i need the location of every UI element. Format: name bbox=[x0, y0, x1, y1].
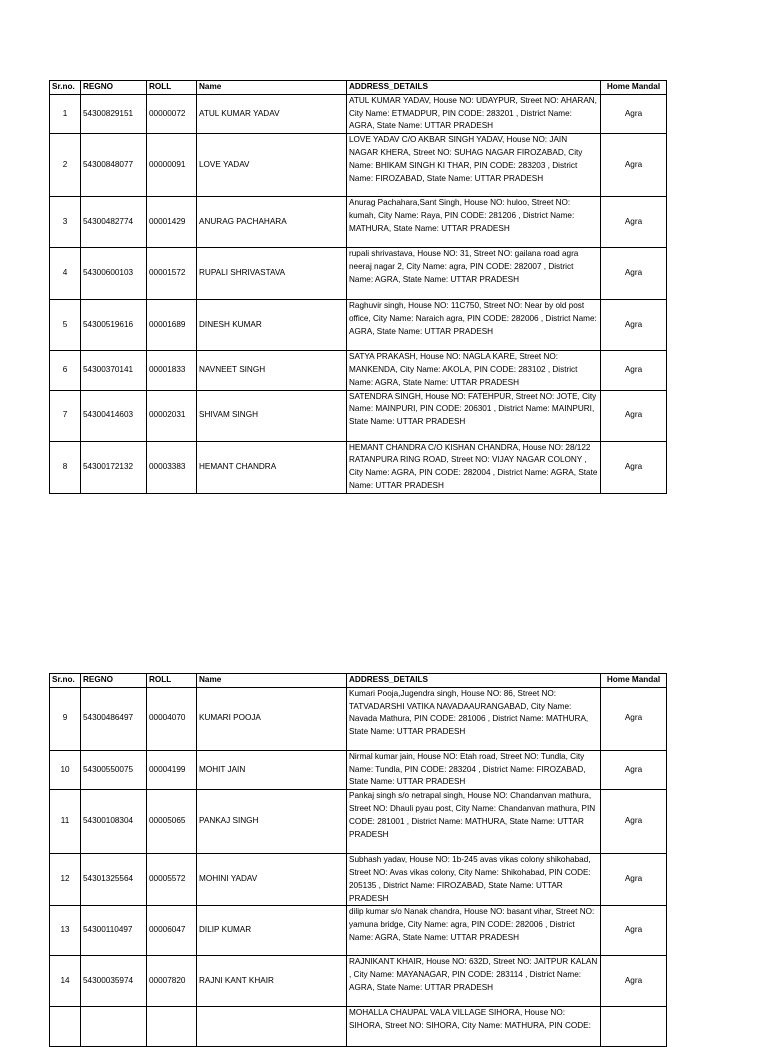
header-address: ADDRESS_DETAILS bbox=[347, 81, 601, 95]
cell-address: Kumari Pooja,Jugendra singh, House NO: 86, Street NO: TATVADARSHI VATIKA NAVADAAURANGABAD, City Name: Navada Mathura, PIN CODE: 281006 , District Name: MATHURA, State Name: UTTAR PRADESH bbox=[347, 687, 601, 750]
cell-regno: 54300414603 bbox=[81, 390, 147, 441]
cell-roll: 00001833 bbox=[147, 351, 197, 390]
cell-roll: 00001689 bbox=[147, 300, 197, 351]
cell-address: Pankaj singh s/o netrapal singh, House NO: Chandanvan mathura, Street NO: Dhauli pyau post, City Name: Chandanvan mathura, PIN CODE: 281001 , District Name: MATHURA, State Name: UTTAR PRADESH bbox=[347, 790, 601, 854]
table-row bbox=[50, 956, 667, 1007]
cell-srno: 4 bbox=[50, 248, 81, 300]
cell-home-mandal: Agra bbox=[601, 750, 667, 789]
cell-address: Subhash yadav, House NO: 1b-245 avas vikas colony shikohabad, Street NO: Avas vikas colony, City Name: Shikohabad, PIN CODE: 205135 , District Name: FIROZABAD, State Name: UTTAR PRADESH bbox=[347, 854, 601, 906]
table-row bbox=[50, 134, 667, 197]
cell-name: NAVNEET SINGH bbox=[197, 351, 347, 390]
table-row bbox=[50, 300, 667, 351]
cell-srno bbox=[50, 1007, 81, 1047]
table-row bbox=[50, 790, 667, 854]
cell-srno: 6 bbox=[50, 351, 81, 390]
cell-name: MOHINI YADAV bbox=[197, 854, 347, 906]
cell-roll: 00000091 bbox=[147, 134, 197, 197]
cell-address: ATUL KUMAR YADAV, House NO: UDAYPUR, Street NO: AHARAN, City Name: ETMADPUR, PIN CODE: 283201 , District Name: AGRA, State Name: UTTAR PRADESH bbox=[347, 94, 601, 133]
cell-srno: 13 bbox=[50, 906, 81, 956]
header-regno: REGNO bbox=[81, 81, 147, 95]
cell-home-mandal bbox=[601, 1007, 667, 1047]
cell-regno: 54300108304 bbox=[81, 790, 147, 854]
cell-name: LOVE YADAV bbox=[197, 134, 347, 197]
cell-name: RAJNI KANT KHAIR bbox=[197, 956, 347, 1007]
cell-roll: 00005572 bbox=[147, 854, 197, 906]
cell-name: DINESH KUMAR bbox=[197, 300, 347, 351]
header-name: Name bbox=[197, 81, 347, 95]
cell-roll bbox=[147, 1007, 197, 1047]
cell-address: rupali shrivastava, House NO: 31, Street NO: gailana road agra neeraj nagar 2, City Name: agra, PIN CODE: 282007 , District Name: AGRA, State Name: UTTAR PRADESH bbox=[347, 248, 601, 300]
cell-home-mandal: Agra bbox=[601, 854, 667, 906]
cell-srno: 5 bbox=[50, 300, 81, 351]
table-row bbox=[50, 906, 667, 956]
cell-roll: 00006047 bbox=[147, 906, 197, 956]
cell-srno: 7 bbox=[50, 390, 81, 441]
table-row bbox=[50, 390, 667, 441]
cell-regno bbox=[81, 1007, 147, 1047]
cell-home-mandal: Agra bbox=[601, 441, 667, 493]
cell-name bbox=[197, 1007, 347, 1047]
cell-regno: 54300829151 bbox=[81, 94, 147, 133]
header-row bbox=[50, 81, 667, 95]
table-row bbox=[50, 854, 667, 906]
cell-regno: 54300519616 bbox=[81, 300, 147, 351]
cell-roll: 00001572 bbox=[147, 248, 197, 300]
cell-address: MOHALLA CHAUPAL VALA VILLAGE SIHORA, House NO: SIHORA, Street NO: SIHORA, City Name: MATHURA, PIN CODE: bbox=[347, 1007, 601, 1047]
header-address: ADDRESS_DETAILS bbox=[347, 674, 601, 688]
cell-roll: 00007820 bbox=[147, 956, 197, 1007]
cell-address: SATENDRA SINGH, House NO: FATEHPUR, Street NO: JOTE, City Name: MAINPURI, PIN CODE: 206301 , District Name: MAINPURI, State Name: UTTAR PRADESH bbox=[347, 390, 601, 441]
table-row bbox=[50, 441, 667, 493]
cell-home-mandal: Agra bbox=[601, 956, 667, 1007]
table-row bbox=[50, 687, 667, 750]
cell-home-mandal: Agra bbox=[601, 790, 667, 854]
cell-roll: 00004199 bbox=[147, 750, 197, 789]
table-row bbox=[50, 351, 667, 390]
cell-name: ANURAG PACHAHARA bbox=[197, 197, 347, 248]
cell-address: Nirmal kumar jain, House NO: Etah road, Street NO: Tundla, City Name: Tundla, PIN CODE: 283204 , District Name: FIROZABAD, State Name: UTTAR PRADESH bbox=[347, 750, 601, 789]
cell-name: SHIVAM SINGH bbox=[197, 390, 347, 441]
cell-srno: 12 bbox=[50, 854, 81, 906]
cell-name: ATUL KUMAR YADAV bbox=[197, 94, 347, 133]
cell-roll: 00002031 bbox=[147, 390, 197, 441]
cell-regno: 54301325564 bbox=[81, 854, 147, 906]
cell-home-mandal: Agra bbox=[601, 134, 667, 197]
cell-name: KUMARI POOJA bbox=[197, 687, 347, 750]
cell-regno: 54300172132 bbox=[81, 441, 147, 493]
table-row bbox=[50, 750, 667, 789]
cell-regno: 54300035974 bbox=[81, 956, 147, 1007]
cell-regno: 54300550075 bbox=[81, 750, 147, 789]
header-roll: ROLL bbox=[147, 674, 197, 688]
cell-srno: 2 bbox=[50, 134, 81, 197]
cell-srno: 8 bbox=[50, 441, 81, 493]
cell-srno: 14 bbox=[50, 956, 81, 1007]
cell-regno: 54300600103 bbox=[81, 248, 147, 300]
header-home-mandal: Home Mandal bbox=[601, 81, 667, 95]
cell-home-mandal: Agra bbox=[601, 197, 667, 248]
cell-regno: 54300482774 bbox=[81, 197, 147, 248]
table-row bbox=[50, 94, 667, 133]
cell-home-mandal: Agra bbox=[601, 687, 667, 750]
header-roll: ROLL bbox=[147, 81, 197, 95]
cell-address: dilip kumar s/o Nanak chandra, House NO: basant vihar, Street NO: yamuna bridge, City Name: agra, PIN CODE: 282006 , District Name: AGRA, State Name: UTTAR PRADESH bbox=[347, 906, 601, 956]
cell-roll: 00005065 bbox=[147, 790, 197, 854]
candidate-table-1 bbox=[49, 80, 667, 494]
cell-address: HEMANT CHANDRA C/O KISHAN CHANDRA, House NO: 28/122 RATANPURA RING ROAD, Street NO: VIJAY NAGAR COLONY , City Name: AGRA, PIN CODE: 282004 , District Name: AGRA, State Name: UTTAR PRADESH bbox=[347, 441, 601, 493]
header-row bbox=[50, 674, 667, 688]
cell-address: Raghuvir singh, House NO: 11C750, Street NO: Near by old post office, City Name: Naraich agra, PIN CODE: 282006 , District Name: AGRA, State Name: UTTAR PRADESH bbox=[347, 300, 601, 351]
cell-home-mandal: Agra bbox=[601, 248, 667, 300]
cell-regno: 54300848077 bbox=[81, 134, 147, 197]
cell-srno: 3 bbox=[50, 197, 81, 248]
cell-home-mandal: Agra bbox=[601, 906, 667, 956]
cell-srno: 9 bbox=[50, 687, 81, 750]
cell-roll: 00004070 bbox=[147, 687, 197, 750]
cell-srno: 11 bbox=[50, 790, 81, 854]
candidate-table-2 bbox=[49, 673, 667, 1047]
header-srno: Sr.no. bbox=[50, 674, 81, 688]
cell-roll: 00001429 bbox=[147, 197, 197, 248]
cell-name: PANKAJ SINGH bbox=[197, 790, 347, 854]
header-regno: REGNO bbox=[81, 674, 147, 688]
cell-srno: 10 bbox=[50, 750, 81, 789]
header-name: Name bbox=[197, 674, 347, 688]
cell-regno: 54300486497 bbox=[81, 687, 147, 750]
cell-regno: 54300110497 bbox=[81, 906, 147, 956]
cell-name: MOHIT JAIN bbox=[197, 750, 347, 789]
cell-roll: 00000072 bbox=[147, 94, 197, 133]
header-home-mandal: Home Mandal bbox=[601, 674, 667, 688]
cell-home-mandal: Agra bbox=[601, 351, 667, 390]
cell-name: HEMANT CHANDRA bbox=[197, 441, 347, 493]
cell-name: RUPALI SHRIVASTAVA bbox=[197, 248, 347, 300]
header-srno: Sr.no. bbox=[50, 81, 81, 95]
cell-srno: 1 bbox=[50, 94, 81, 133]
table-row bbox=[50, 197, 667, 248]
cell-address: RAJNIKANT KHAIR, House NO: 632D, Street NO: JAITPUR KALAN , City Name: MAYANAGAR, PIN CODE: 283114 , District Name: AGRA, State Name: UTTAR PRADESH bbox=[347, 956, 601, 1007]
cell-roll: 00003383 bbox=[147, 441, 197, 493]
cell-home-mandal: Agra bbox=[601, 390, 667, 441]
cell-name: DILIP KUMAR bbox=[197, 906, 347, 956]
cell-regno: 54300370141 bbox=[81, 351, 147, 390]
cell-address: LOVE YADAV C/O AKBAR SINGH YADAV, House NO: JAIN NAGAR KHERA, Street NO: SUHAG NAGAR FIROZABAD, City Name: BHIKAM SINGH KI THAR, PIN CODE: 283203 , District Name: FIROZABAD, State Name: UTTAR PRADESH bbox=[347, 134, 601, 197]
cell-home-mandal: Agra bbox=[601, 300, 667, 351]
cell-address: SATYA PRAKASH, House NO: NAGLA KARE, Street NO: MANKENDA, City Name: AKOLA, PIN CODE: 283102 , District Name: AGRA, State Name: UTTAR PRADESH bbox=[347, 351, 601, 390]
cell-address: Anurag Pachahara,Sant Singh, House NO: huloo, Street NO: kumah, City Name: Raya, PIN CODE: 281206 , District Name: MATHURA, State Name: UTTAR PRADESH bbox=[347, 197, 601, 248]
table-row bbox=[50, 1007, 667, 1047]
cell-home-mandal: Agra bbox=[601, 94, 667, 133]
table-row bbox=[50, 248, 667, 300]
